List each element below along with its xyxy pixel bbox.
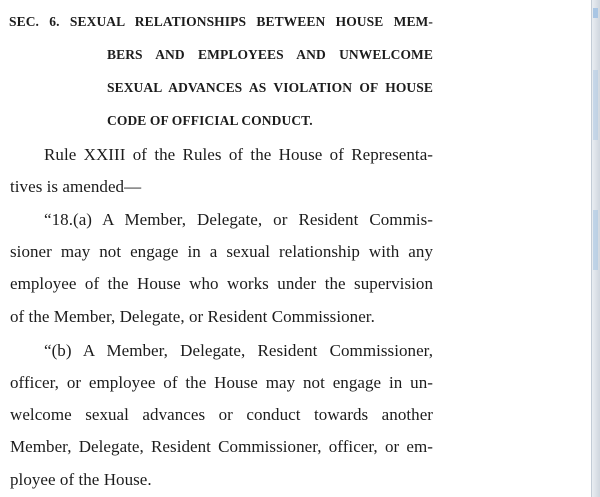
window-edge — [591, 0, 600, 497]
text-line: Member, Delegate, Resident Commissioner, officer, or em- — [10, 437, 433, 456]
text-line: employee of the House who works under the supervision — [10, 274, 433, 293]
section-heading-line: SEXUAL ADVANCES AS VIOLATION OF HOUSE — [107, 80, 433, 95]
text-line: ployee of the House. — [10, 470, 152, 489]
text-line: officer, or employee of the House may not engage in un- — [10, 373, 433, 392]
text-line: Rule XXIII of the Rules of the House of Representa- — [44, 145, 433, 164]
text-line: of the Member, Delegate, or Resident Commissioner. — [10, 307, 375, 326]
section-heading-line: SEC. 6. SEXUAL RELATIONSHIPS BETWEEN HOUSE MEM- — [9, 14, 433, 29]
text-line: “(b) A Member, Delegate, Resident Commissioner, — [44, 341, 433, 360]
text-line: welcome sexual advances or conduct towards another — [10, 405, 433, 424]
section-heading-line: CODE OF OFFICIAL CONDUCT. — [107, 113, 313, 128]
text-line: tives is amended— — [10, 177, 142, 196]
section-heading-line: BERS AND EMPLOYEES AND UNWELCOME — [107, 47, 433, 62]
text-line: “18.(a) A Member, Delegate, or Resident Commis- — [44, 210, 433, 229]
text-line: sioner may not engage in a sexual relationship with any — [10, 242, 433, 261]
